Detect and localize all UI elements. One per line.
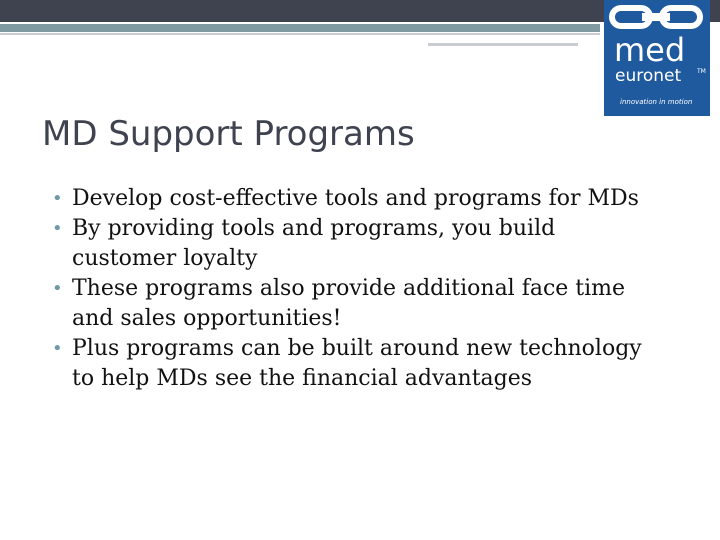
bullet-list: [50, 184, 650, 394]
bullet-text: Plus programs can be built around new technology to help MDs see the financial advantages: [72, 336, 642, 391]
med-euronet-logo: [604, 0, 710, 116]
slide-title: MD Support Programs: [42, 114, 415, 154]
short-divider-stripe: [428, 43, 578, 46]
bullet-item: [50, 334, 650, 394]
logo-wordmark-euronet: euronet: [615, 66, 682, 86]
bullet-item: [50, 214, 650, 274]
bullet-text: By providing tools and programs, you build customer loyalty: [72, 216, 556, 271]
logo-tagline: innovation in motion: [620, 98, 693, 106]
bullet-text: These programs also provide additional face time and sales opportunities!: [72, 276, 626, 331]
bullet-item: [50, 184, 650, 214]
bullet-dot-icon: •: [52, 278, 63, 299]
bullet-item: [50, 274, 650, 334]
logo-trademark: TM: [697, 68, 706, 75]
bullet-text: Develop cost-effective tools and programs for MDs: [72, 186, 639, 211]
bullet-dot-icon: •: [52, 218, 63, 239]
thin-divider-stripe: [0, 33, 600, 35]
accent-stripe: [0, 24, 600, 32]
bullet-dot-icon: •: [52, 188, 63, 209]
bullet-dot-icon: •: [52, 338, 63, 359]
logo-wordmark-med: med: [614, 31, 686, 69]
